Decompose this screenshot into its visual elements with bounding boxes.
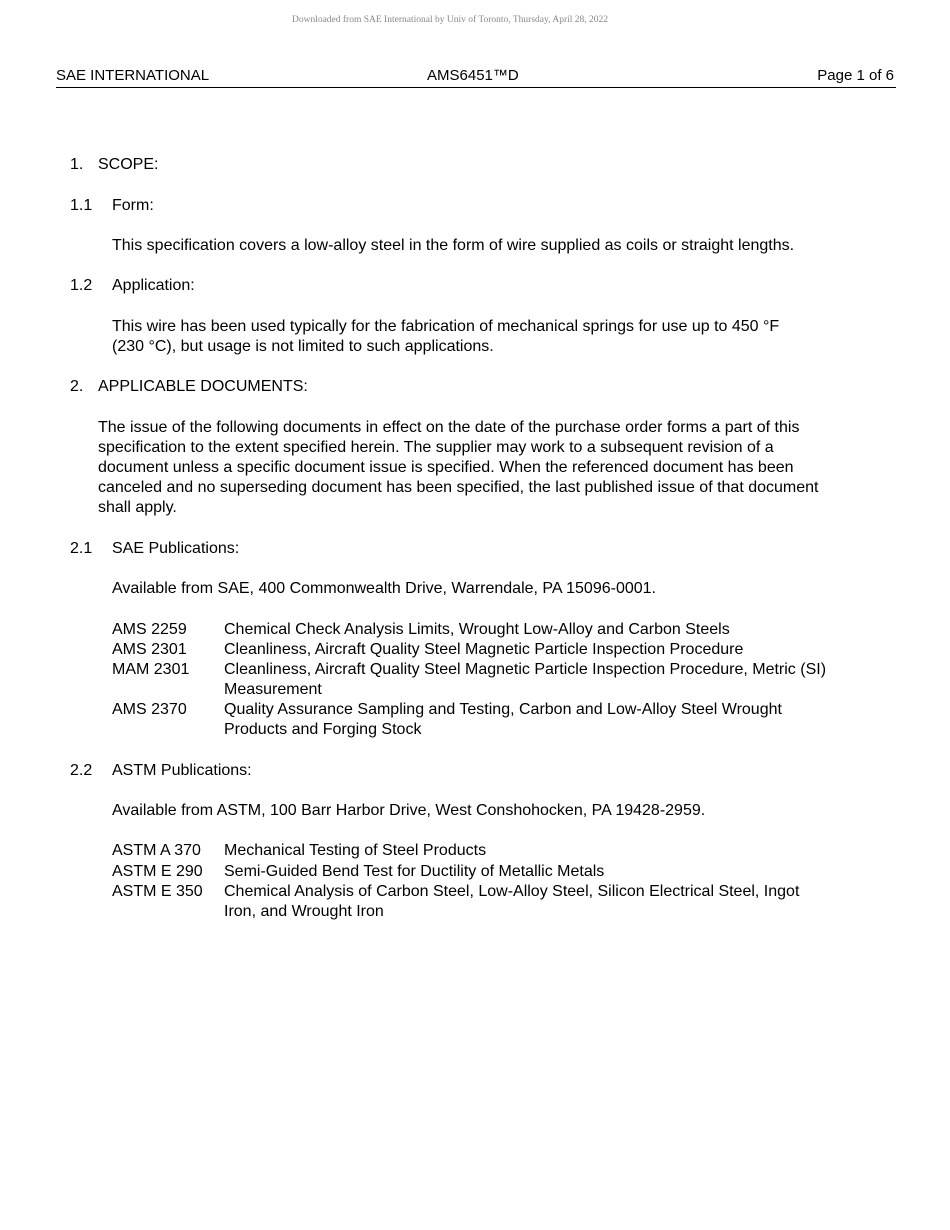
section-2-2-heading [70, 761, 252, 781]
section-2-heading [70, 377, 308, 397]
reference-title: Cleanliness, Aircraft Quality Steel Magnetic Particle Inspection Procedure [224, 641, 744, 658]
text-line: specification to the extent specified herein. The supplier may work to a subsequent revision of a [98, 439, 774, 456]
section-2-text [98, 418, 818, 518]
reference-title-continued: Measurement [224, 681, 322, 698]
section-1-heading [70, 155, 159, 175]
section-number: 2. [70, 378, 84, 395]
download-watermark: Downloaded from SAE International by Univ of Toronto, Thursday, April 28, 2022 [291, 15, 609, 25]
reference-code: AMS 2370 [112, 701, 187, 718]
reference-title-continued: Iron, and Wrought Iron [224, 903, 384, 920]
section-number: 2.1 [70, 540, 93, 557]
astm-availability: Available from ASTM, 100 Barr Harbor Drive, West Conshohocken, PA 19428-2959. [112, 802, 706, 819]
section-2-1-heading [70, 539, 240, 559]
reference-code: ASTM E 350 [112, 883, 203, 900]
reference-code: AMS 2259 [112, 621, 187, 638]
section-title: Application: [112, 277, 195, 294]
sae-availability: Available from SAE, 400 Commonwealth Drive, Warrendale, PA 15096-0001. [112, 580, 656, 597]
reference-code: ASTM A 370 [112, 842, 201, 859]
section-title: ASTM Publications: [112, 762, 252, 779]
text-line: document unless a specific document issue is specified. When the referenced document has been [98, 459, 794, 476]
reference-title: Semi-Guided Bend Test for Ductility of Metallic Metals [224, 863, 605, 880]
text-line: canceled and no superseding document has been specified, the last published issue of that document [98, 479, 819, 496]
reference-title: Quality Assurance Sampling and Testing, Carbon and Low-Alloy Steel Wrought [224, 701, 782, 718]
reference-code: MAM 2301 [112, 661, 190, 678]
text-line: (230 °C), but usage is not limited to such applications. [112, 338, 494, 355]
section-title: SAE Publications: [112, 540, 240, 557]
section-title: APPLICABLE DOCUMENTS: [98, 378, 308, 395]
section-1-1-heading [70, 196, 154, 216]
section-title: Form: [112, 197, 154, 214]
reference-code: ASTM E 290 [112, 863, 203, 880]
text-line: The issue of the following documents in effect on the date of the purchase order forms a part of this [98, 419, 800, 436]
header-doc-id: AMS6451™D [427, 67, 519, 84]
reference-title: Mechanical Testing of Steel Products [224, 842, 487, 859]
reference-code: AMS 2301 [112, 641, 187, 658]
section-number: 1.2 [70, 277, 93, 294]
reference-row [0, 660, 950, 700]
text-line: shall apply. [98, 499, 177, 516]
section-number: 1.1 [70, 197, 93, 214]
text-line: This wire has been used typically for the fabrication of mechanical springs for use up to 450 °F [112, 318, 780, 335]
reference-row [0, 882, 950, 922]
header-org: SAE INTERNATIONAL [56, 67, 210, 84]
page-header [56, 67, 896, 88]
header-page-number: Page 1 of 6 [817, 67, 894, 84]
section-1-2-heading [70, 276, 195, 296]
section-number: 2.2 [70, 762, 93, 779]
reference-row [0, 700, 950, 740]
section-title: SCOPE: [98, 156, 159, 173]
section-1-2-text [112, 317, 779, 357]
section-number: 1. [70, 156, 84, 173]
reference-title: Cleanliness, Aircraft Quality Steel Magnetic Particle Inspection Procedure, Metric (SI) [224, 661, 827, 678]
reference-title: Chemical Analysis of Carbon Steel, Low-Alloy Steel, Silicon Electrical Steel, Ingot [224, 883, 800, 900]
reference-title: Chemical Check Analysis Limits, Wrought Low-Alloy and Carbon Steels [224, 621, 730, 638]
reference-title-continued: Products and Forging Stock [224, 721, 422, 738]
section-1-1-text: This specification covers a low-alloy steel in the form of wire supplied as coils or straight lengths. [112, 237, 795, 254]
